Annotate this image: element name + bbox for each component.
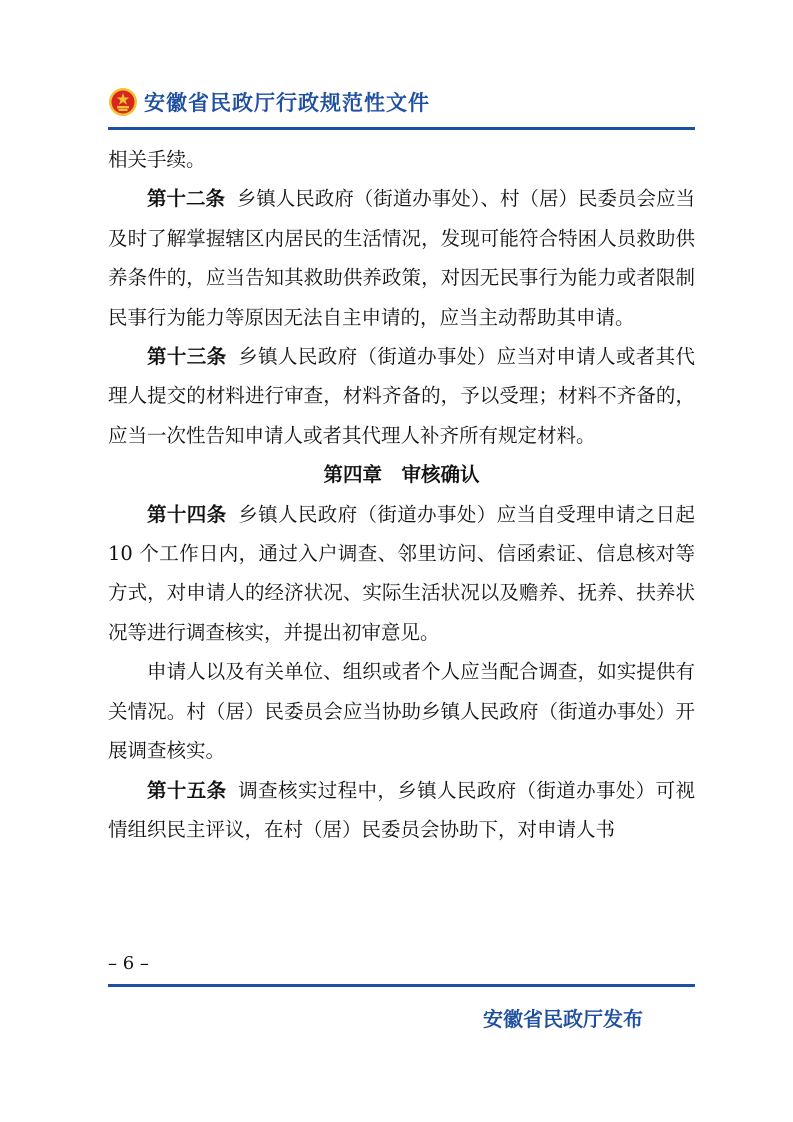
national-emblem-icon <box>108 87 138 117</box>
page-number: – 6 – <box>108 953 149 974</box>
article-paragraph: 第十四条 乡镇人民政府（街道办事处）应当自受理申请之日起 10 个工作日内，通过入户调查、邻里访问、信函索证、信息核对等方式，对申请人的经济状况、实际生活状况以及赡养、抚养、扶养状况等进行调查核实，并提出初审意见。 <box>108 502 695 644</box>
footer-divider <box>108 984 695 987</box>
document-header <box>108 82 430 122</box>
paragraph: 相关手续。 <box>108 148 206 171</box>
document-body <box>108 140 695 849</box>
header-divider <box>108 127 695 130</box>
article-paragraph: 第十五条 调查核实过程中，乡镇人民政府（街道办事处）可视情组织民主评议，在村（居）民委员会协助下，对申请人书 <box>108 778 695 841</box>
footer-publisher: 安徽省民政厅发布 <box>483 1007 643 1031</box>
article-number: 第十二条 <box>147 187 226 211</box>
article-paragraph: 第十三条 乡镇人民政府（街道办事处）应当对申请人或者其代理人提交的材料进行审查，材料齐备的，予以受理；材料不齐备的，应当一次性告知申请人或者其代理人补齐所有规定材料。 <box>108 345 695 447</box>
chapter-heading: 第四章 审核确认 <box>323 463 480 487</box>
paragraph: 申请人以及有关单位、组织或者个人应当配合调查，如实提供有关情况。村（居）民委员会应当协助乡镇人民政府（街道办事处）开展调查核实。 <box>108 660 695 763</box>
article-number: 第十五条 <box>147 778 227 802</box>
header-title: 安徽省民政厅行政规范性文件 <box>144 91 430 115</box>
article-number: 第十四条 <box>147 502 227 526</box>
article-number: 第十三条 <box>147 345 227 369</box>
article-paragraph: 第十二条 乡镇人民政府（街道办事处）、村（居）民委员会应当及时了解掌握辖区内居民的生活情况，发现可能符合特困人员救助供养条件的，应当告知其救助供养政策，对因无民事行为能力或者限制民事行为能力等原因无法自主申请的，应当主动帮助其申请。 <box>108 187 695 329</box>
